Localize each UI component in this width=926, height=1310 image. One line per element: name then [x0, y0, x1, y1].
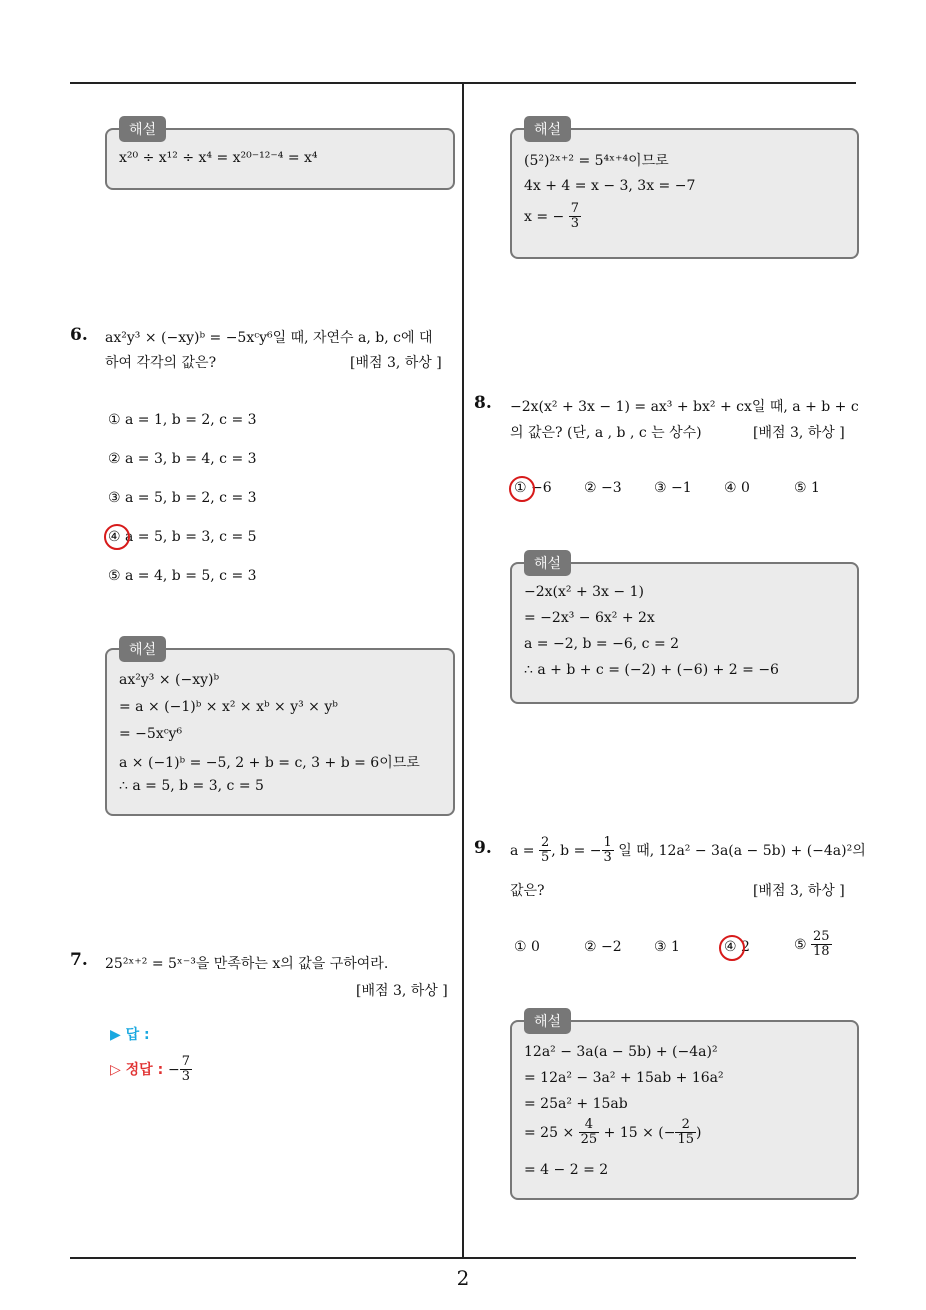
q9-solution-fraction: $\frac{2}{15}$: [677, 1117, 695, 1148]
q7-score: [배점 3, 하상 ]: [356, 983, 448, 999]
q9-choice-5[interactable]: ⑤ $\frac{25}{18}$: [794, 929, 830, 960]
q9-choice-4[interactable]: ④ 2: [724, 939, 750, 955]
q6-choice-5[interactable]: ⑤ a = 4, b = 5, c = 3: [108, 568, 257, 584]
q7-solution-line: x = − $\frac{7}{3}$: [524, 201, 579, 232]
solution-tag: 해설: [524, 1008, 571, 1034]
q9-solution-box: [510, 1014, 859, 1200]
q9-b-fraction: $\frac{1}{3}$: [603, 835, 612, 866]
solution-tag: 해설: [524, 550, 571, 576]
q8-choice-4[interactable]: ④ 0: [724, 480, 750, 496]
q6-solution-line: = a × (−1)ᵇ × x² × xᵇ × y³ × yᵇ: [119, 699, 338, 715]
solution-tag: 해설: [119, 636, 166, 662]
q9-choice-3[interactable]: ③ 1: [654, 939, 680, 955]
q7-correct-fraction: $\frac{7}{3}$: [181, 1054, 191, 1085]
q9-text-line1: a = $\frac{2}{5}$ , b = − $\frac{1}{3}$ 일 때, 12a² − 3a(a − 5b) + (−4a)²의: [510, 835, 866, 866]
q6-choice-4[interactable]: ④ a = 5, b = 3, c = 5: [108, 529, 257, 545]
q9-choice5-fraction: $\frac{25}{18}$: [813, 929, 830, 960]
q9-number: 9.: [474, 838, 492, 858]
q6-solution-line: = −5xᶜy⁶: [119, 726, 183, 742]
q8-choice-1[interactable]: ① −6: [514, 480, 552, 496]
q7-solution-line: (5²)²ˣ⁺² = 5⁴ˣ⁺⁴이므로: [524, 153, 669, 169]
q6-score: [배점 3, 하상 ]: [350, 355, 442, 371]
solution-tag: 해설: [524, 116, 571, 142]
q8-text-line1: −2x(x² + 3x − 1) = ax³ + bx² + cx일 때, a + b + c: [510, 399, 859, 415]
q7-correct-answer: [110, 1055, 192, 1085]
q8-choice-2[interactable]: ② −3: [584, 480, 622, 496]
q6-choice-3[interactable]: ③ a = 5, b = 2, c = 3: [108, 490, 257, 506]
q9-selected-mark: [719, 935, 745, 961]
q6-text-line1: ax²y³ × (−xy)ᵇ = −5xᶜy⁶일 때, 자연수 a, b, c에 대: [105, 330, 433, 346]
q9-solution-line: = 25 × $\frac{4}{25}$ + 15 × (− $\frac{2}{15}$ ): [524, 1117, 702, 1148]
q7-correct-label: ▷ 정답 :: [110, 1061, 164, 1078]
q9-text-line2: 값은?: [510, 883, 545, 899]
q7-text: 25²ˣ⁺² = 5ˣ⁻³을 만족하는 x의 값을 구하여라.: [105, 956, 389, 972]
q8-number: 8.: [474, 393, 492, 413]
q6-number: 6.: [70, 325, 88, 345]
q6-solution-line: a × (−1)ᵇ = −5, 2 + b = c, 3 + b = 6이므로: [119, 755, 420, 771]
page-number: 2: [456, 1266, 470, 1290]
q7-solution-line: 4x + 4 = x − 3, 3x = −7: [524, 178, 696, 194]
q7-number: 7.: [70, 950, 88, 970]
q8-choice-5[interactable]: ⑤ 1: [794, 480, 820, 496]
q6-text-line2: 하여 각각의 값은?: [105, 355, 217, 371]
q8-solution-line: a = −2, b = −6, c = 2: [524, 636, 680, 652]
q9-choice-1[interactable]: ① 0: [514, 939, 540, 955]
q9-score: [배점 3, 하상 ]: [753, 883, 845, 899]
column-divider: [462, 83, 464, 1258]
q7-solution-box: [510, 122, 859, 259]
q8-text-line2: 의 값은? (단, a , b , c 는 상수): [510, 425, 702, 441]
q6-solution-line: ax²y³ × (−xy)ᵇ: [119, 672, 220, 688]
q8-selected-mark: [509, 476, 535, 502]
q7-correct-sign: −: [168, 1061, 180, 1078]
q6-choice-1[interactable]: ① a = 1, b = 2, c = 3: [108, 412, 257, 428]
q6-choice-2[interactable]: ② a = 3, b = 4, c = 3: [108, 451, 257, 467]
q8-solution-line: −2x(x² + 3x − 1): [524, 584, 644, 600]
q9-solution-line: 12a² − 3a(a − 5b) + (−4a)²: [524, 1044, 718, 1060]
q8-choice-3[interactable]: ③ −1: [654, 480, 692, 496]
q9-solution-line: = 4 − 2 = 2: [524, 1162, 609, 1178]
q9-a-fraction: $\frac{2}{5}$: [540, 835, 550, 866]
q6-selected-mark: [104, 524, 130, 550]
solution-tag: 해설: [119, 116, 166, 142]
q8-solution-line: ∴ a + b + c = (−2) + (−6) + 2 = −6: [524, 662, 779, 678]
q9-solution-fraction: $\frac{4}{25}$: [580, 1117, 598, 1148]
q8-solution-line: = −2x³ − 6x² + 2x: [524, 610, 655, 626]
q7-solution-fraction: $\frac{7}{3}$: [570, 201, 579, 232]
q5-solution-line: x²⁰ ÷ x¹² ÷ x⁴ = x²⁰⁻¹²⁻⁴ = x⁴: [119, 150, 318, 166]
q9-solution-line: = 12a² − 3a² + 15ab + 16a²: [524, 1070, 724, 1086]
q7-answer-label[interactable]: ▶ 답 :: [110, 1027, 150, 1043]
q6-solution-line: ∴ a = 5, b = 3, c = 5: [119, 778, 264, 794]
q8-score: [배점 3, 하상 ]: [753, 425, 845, 441]
q9-solution-line: = 25a² + 15ab: [524, 1096, 628, 1112]
q5-solution-box: [105, 122, 455, 190]
q9-choice-2[interactable]: ② −2: [584, 939, 622, 955]
q8-solution-box: [510, 556, 859, 704]
q6-solution-box: [105, 642, 455, 816]
